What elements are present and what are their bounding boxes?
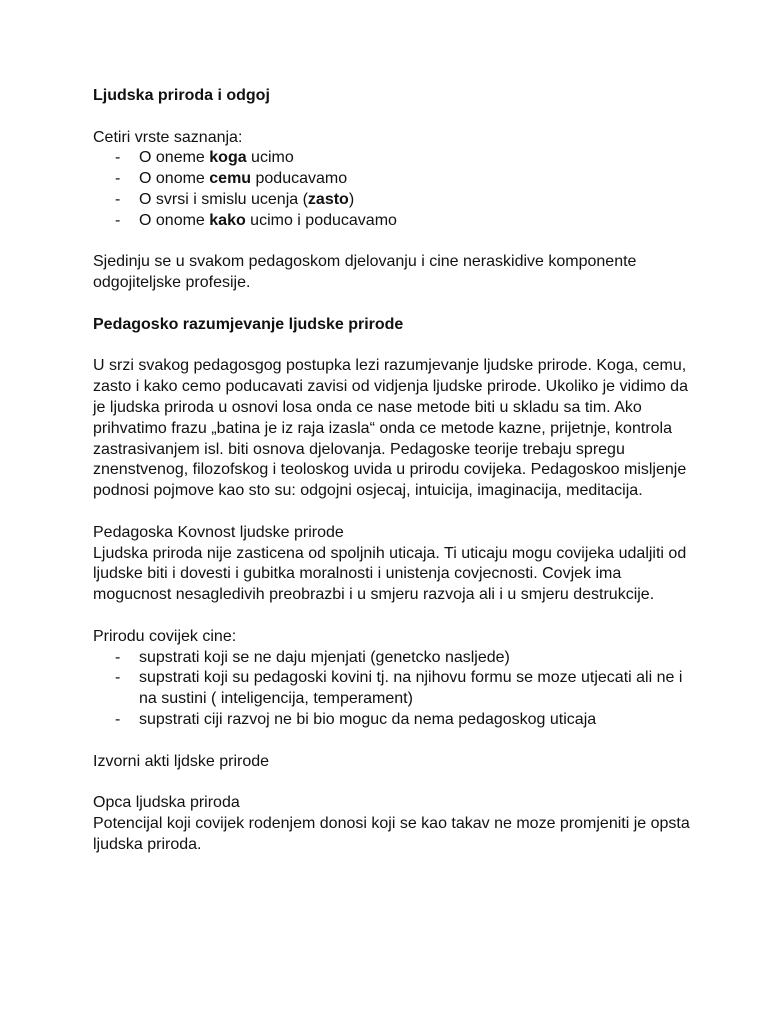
list-dash: - (115, 710, 121, 728)
nature-list (93, 648, 693, 731)
spacer (93, 336, 693, 357)
spacer (93, 107, 693, 128)
knowledge-intro: Cetiri vrste saznanja: (93, 128, 243, 146)
list-dash: - (115, 669, 121, 687)
section-heading: Pedagoska Kovnost ljudske prirode (93, 523, 344, 541)
list-item: - supstrati koji se ne daju mjenjati (genetcko nasljede) (93, 648, 693, 669)
list-dash: - (115, 170, 121, 188)
list-dash: - (115, 211, 121, 229)
list-dash: - (115, 190, 121, 208)
list-item: - supstrati ciji razvoj ne bi bio moguc da nema pedagoskog uticaja (93, 710, 693, 731)
document-body (93, 86, 693, 855)
unite-paragraph: Sjedinju se u svakom pedagoskom djelovanju i cine neraskidive komponente odgojiteljske profesije. (93, 253, 637, 292)
knowledge-list (93, 148, 693, 231)
section-heading: Opca ljudska priroda (93, 794, 240, 812)
list-item: - O oneme koga ucimo (93, 148, 693, 169)
list-dash: - (115, 149, 121, 167)
section-paragraph: Potencijal koji covijek rodenjem donosi koji se kao takav ne moze promjeniti je opsta ljudska priroda. (93, 814, 690, 853)
spacer (93, 232, 693, 253)
spacer (93, 772, 693, 793)
list-item: - O onome kako ucimo i poducavamo (93, 211, 693, 232)
emphasis: cemu (209, 170, 252, 188)
document-title: Ljudska priroda i odgoj (93, 87, 270, 104)
emphasis: koga (209, 149, 247, 167)
nature-intro: Prirodu covijek cine: (93, 627, 237, 645)
spacer (93, 502, 693, 523)
emphasis: zasto (307, 190, 349, 208)
list-item: - supstrati koji su pedagoski kovini tj. na njihovu formu se moze utjecati ali ne i na sustini ( inteligencija, temperament) (115, 669, 683, 708)
list-item: - O svrsi i smislu ucenja (zasto) (93, 190, 693, 211)
list-item: - O onome cemu poducavamo (93, 169, 693, 190)
section-paragraph: U srzi svakog pedagosgog postupka lezi razumjevanje ljudske prirode. Koga, cemu, zasto i kako cemo poducavati zavisi od vidjenja ljudske prirode. Ukoliko je vidimo da je ljudska priroda u osnovi losa onda ce nase metode biti u skladu sa tim. Ako prihvatimo frazu „batina je iz raja izasla“ onda ce metode kazne, prijetnje, kontrola zastrasivanjem isl. biti osnova djelovanja. Pedagoske teorije trebaju spregu znenstvenog, filozofskog i teoloskog uvida u prirodu covijeka. Pedagoskoo misljenje podnosi pojmove kao sto su: odgojni osjecaj, intuicija, imaginacija, meditacija. (93, 357, 688, 500)
spacer (93, 294, 693, 315)
sources-line: Izvorni akti ljdske prirode (93, 752, 270, 770)
spacer (93, 606, 693, 627)
list-dash: - (115, 648, 121, 666)
section-paragraph: Ljudska priroda nije zasticena od spoljnih uticaja. Ti uticaju mogu covijeka udaljiti od ljudske biti i dovesti i gubitka moralnosti i unistenja covjecnosti. Covjek ima mogucnost nesagledivih preobrazbi i u smjeru razvoja ali i u smjeru destrukcije. (93, 544, 687, 604)
section-heading: Pedagosko razumjevanje ljudske prirode (93, 315, 404, 333)
emphasis: kako (209, 211, 246, 229)
spacer (93, 731, 693, 752)
